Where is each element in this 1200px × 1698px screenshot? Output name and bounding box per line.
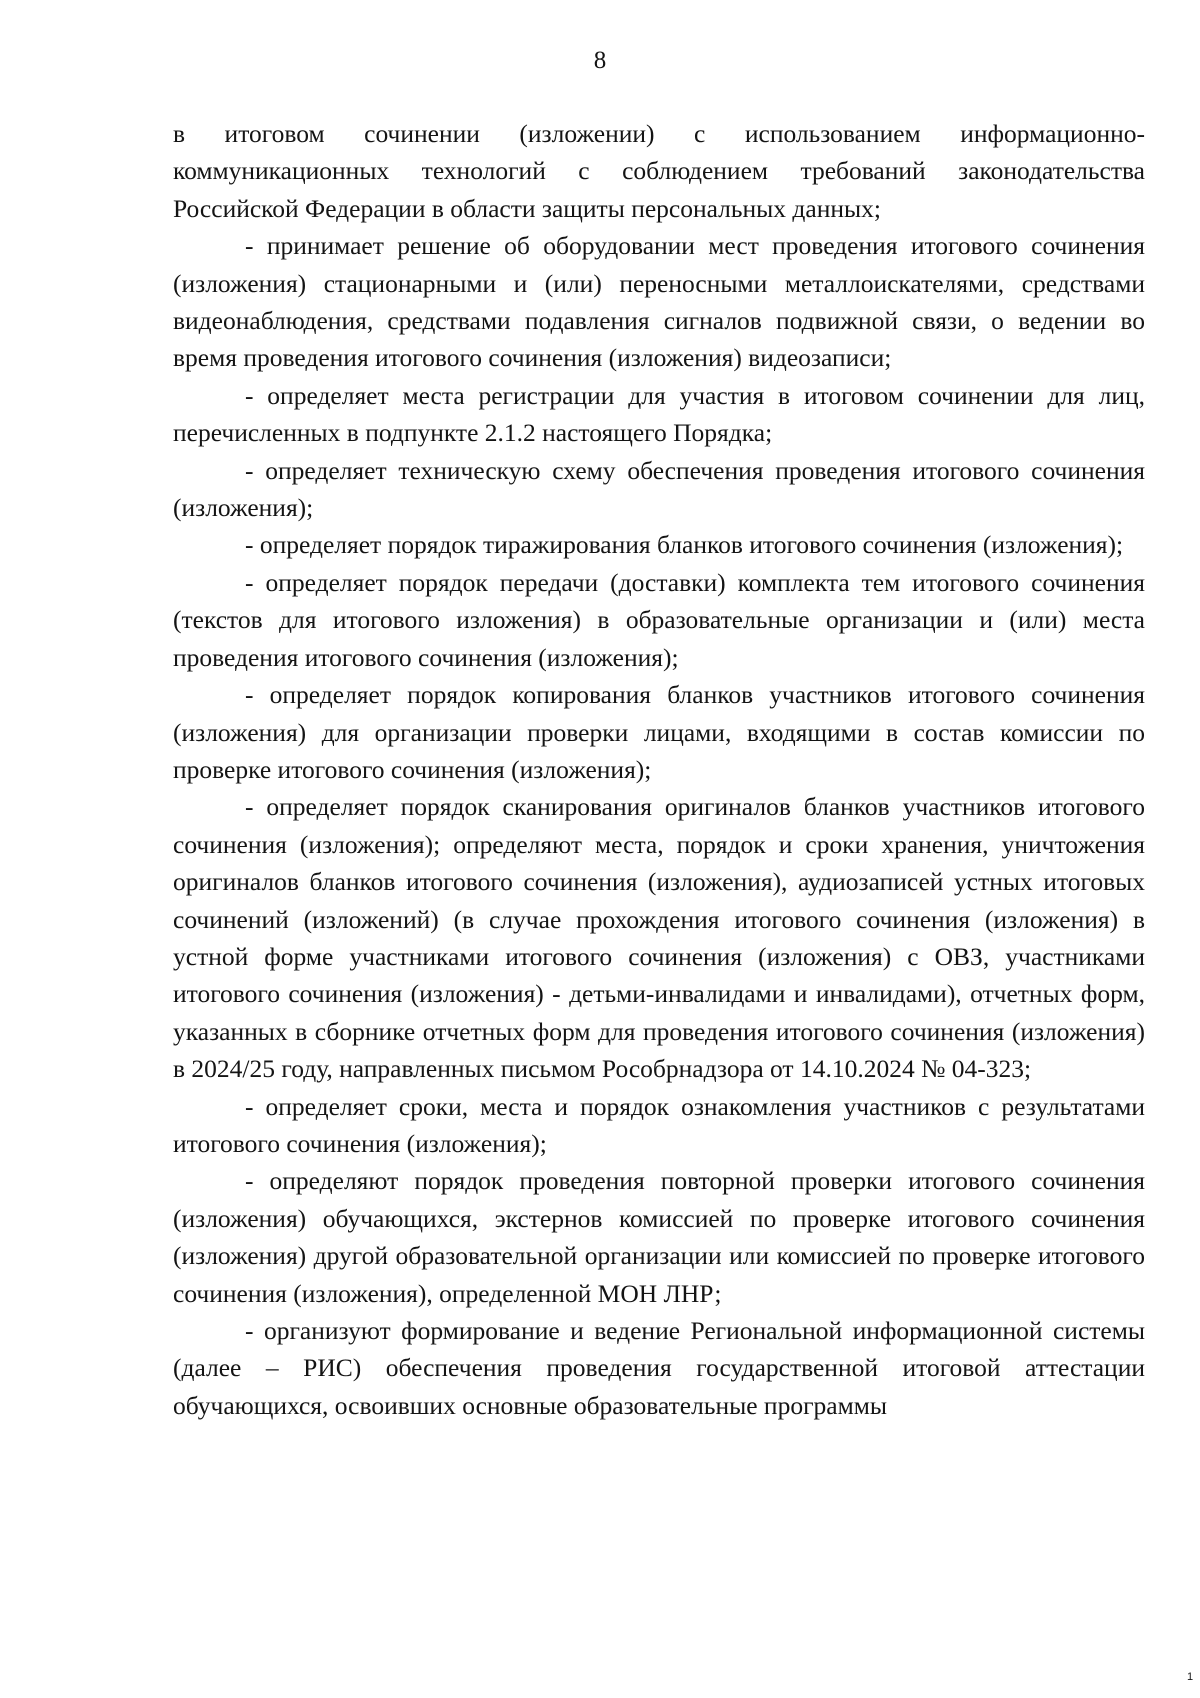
paragraph-continuation: в итоговом сочинении (изложении) с использованием информационно-коммуникационных технологий с соблюдением требований законодательства Российской Федерации в области защиты персональных данных; xyxy=(173,119,1145,223)
page-number: 8 xyxy=(593,47,607,74)
list-item-copying: - определяет порядок копирования бланков участников итогового сочинения (изложения) для организации проверки лицами, входящими в состав комиссии по проверке итогового сочинения (изложения); xyxy=(173,680,1145,784)
document-body xyxy=(173,115,1145,1424)
corner-mark: 1 xyxy=(1187,1671,1194,1683)
list-item-scanning: - определяет порядок сканирования оригиналов бланков участников итогового сочинения (изложения); определяют места, порядок и сроки хранения, уничтожения оригиналов бланков итогового сочинения (изложения), аудиозаписей устных итоговых сочинений (изложений) (в случае прохождения итогового сочинения (изложения) в устной форме участниками итогового сочинения (изложения) с ОВЗ, участниками итогового сочинения (изложения) - детьми-инвалидами и инвалидами), отчетных форм, указанных в сборнике отчетных форм для проведения итогового сочинения (изложения) в 2024/25 году, направленных письмом Рособрнадзора от 14.10.2024 № 04-323; xyxy=(173,792,1145,1084)
list-item-familiarization: - определяет сроки, места и порядок ознакомления участников с результатами итогового сочинения (изложения); xyxy=(173,1091,1145,1158)
list-item-delivery: - определяет порядок передачи (доставки) комплекта тем итогового сочинения (текстов для итогового изложения) в образовательные организации и (или) места проведения итогового сочинения (изложения); xyxy=(173,567,1145,672)
list-item-recheck: - определяют порядок проведения повторной проверки итогового сочинения (изложения) обучающихся, экстернов комиссией по проверке итогового сочинения (изложения) другой образовательной организации или комиссией по проверке итогового сочинения (изложения), определенной МОН ЛНР; xyxy=(173,1166,1145,1308)
list-item-ris: - организуют формирование и ведение Региональной информационной системы (далее – РИС) обеспечения проведения государственной итоговой аттестации обучающихся, освоивших основные образовательные программы xyxy=(173,1316,1145,1420)
list-item-registration: - определяет места регистрации для участия в итоговом сочинении для лиц, перечисленных в подпункте 2.1.2 настоящего Порядка; xyxy=(173,380,1145,448)
list-item-technical-scheme: - определяет техническую схему обеспечения проведения итогового сочинения (изложения); xyxy=(173,455,1145,523)
list-item-replication: - определяет порядок тиражирования бланков итогового сочинения (изложения); xyxy=(245,530,1124,560)
list-item-equipment: - принимает решение об оборудовании мест проведения итогового сочинения (изложения) стационарными и (или) переносными металлоискателями, средствами видеонаблюдения, средствами подавления сигналов подвижной связи, о ведении во время проведения итогового сочинения (изложения) видеозаписи; xyxy=(173,231,1145,373)
